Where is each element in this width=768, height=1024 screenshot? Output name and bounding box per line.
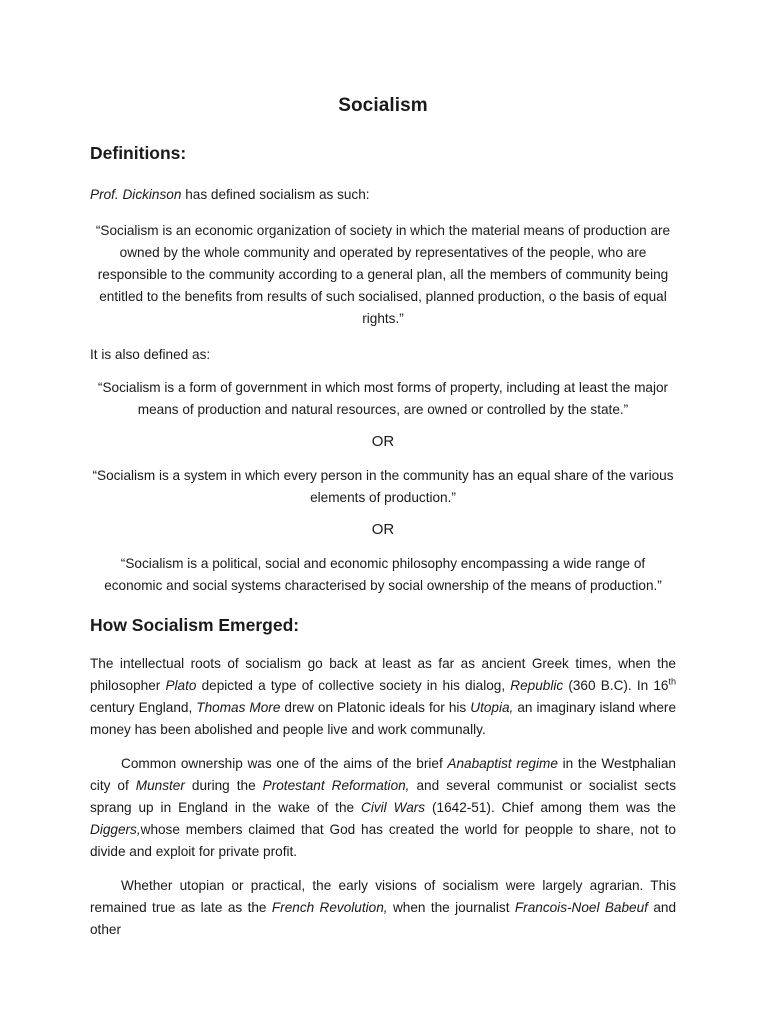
text-run-italic: Francois-Noel Babeuf	[514, 900, 648, 915]
emerged-paragraph-2	[90, 753, 676, 863]
text-run: and several communist or socialist sects sprang up in England in the wake of the	[90, 778, 677, 815]
also-defined-text: It is also defined as:	[90, 347, 211, 362]
text-run: when the journalist	[387, 900, 515, 915]
text-run: depicted a type of collective society in his dialog,	[196, 678, 511, 693]
text-run: drew on Platonic ideals for his	[280, 700, 471, 715]
text-run-italic: Utopia,	[470, 700, 514, 715]
emerged-heading: How Socialism Emerged:	[90, 615, 300, 635]
text-run: (360 B.C). In 16	[563, 678, 669, 693]
definition-quote-2: “Socialism is a form of government in which most forms of property, including at least the major means of production and natural resources, are owned or controlled by the state.”	[97, 380, 669, 417]
author-name: Prof. Dickinson	[90, 187, 182, 202]
text-run-italic: Republic	[510, 678, 564, 693]
ordinal-superscript: th	[668, 676, 676, 687]
text-run: an imaginary island where money has been abolished and people live and work communally.	[90, 700, 677, 737]
emerged-paragraph-1	[90, 653, 676, 741]
text-run: in the Westphalian city of	[90, 756, 676, 793]
text-run: whose members claimed that God has created the world for peopple to share, not to divide and exploit for private profit.	[90, 822, 676, 859]
text-run-italic: Diggers,	[90, 822, 141, 837]
or-separator-2: OR	[371, 521, 395, 538]
definitions-intro-text: has defined socialism as such:	[181, 187, 370, 202]
definition-quote-4: “Socialism is a political, social and economic philosophy encompassing a wide range of economic and social systems characterised by social ownership of the means of production.”	[104, 556, 662, 593]
text-run: Whether utopian or practical, the early visions of socialism were largely agrarian. This remained true as late as the	[90, 878, 676, 915]
definition-quote-3: “Socialism is a system in which every person in the community has an equal share of the various elements of production.”	[92, 468, 674, 505]
definition-quote-1: “Socialism is an economic organization of society in which the material means of production are owned by the whole community and operated by representatives of the people, who are responsible to the community according to a general plan, all the members of community being entitled to the benefits from results of such socialised, planned production, o the basis of equal rights.”	[95, 223, 671, 326]
text-run: during the	[184, 778, 263, 793]
text-run-italic: Thomas More	[196, 700, 281, 715]
or-separator-1: OR	[371, 433, 395, 450]
document-content	[90, 95, 676, 941]
text-run: Common ownership was one of the aims of the brief	[121, 756, 448, 771]
definitions-heading: Definitions:	[90, 143, 187, 163]
page-title: Socialism	[338, 95, 428, 116]
text-run-italic: Munster	[135, 778, 185, 793]
text-run-italic: Anabaptist regime	[447, 756, 558, 771]
emerged-paragraph-3	[90, 875, 676, 941]
text-run-italic: Civil Wars	[361, 800, 426, 815]
text-run-italic: Protestant Reformation,	[262, 778, 410, 793]
text-run: century England,	[90, 700, 197, 715]
text-run: The intellectual roots of socialism go back at least as far as ancient Greek times, when the philosopher	[90, 656, 676, 693]
definitions-intro	[90, 184, 676, 206]
text-run-italic: French Revolution,	[271, 900, 388, 915]
text-run-italic: Plato	[165, 678, 197, 693]
text-run: (1642-51). Chief among them was the	[425, 800, 676, 815]
text-run: and other	[90, 900, 677, 937]
